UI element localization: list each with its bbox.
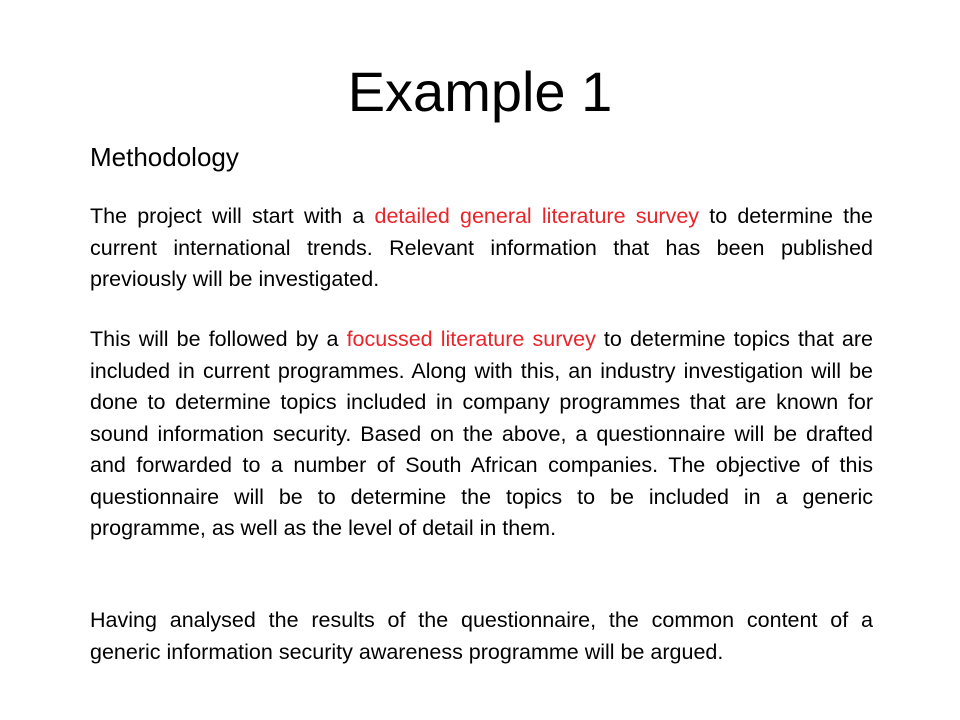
paragraph-text: The project will start with a (90, 204, 375, 228)
slide-subtitle: Methodology (90, 142, 239, 172)
paragraph-literature-survey (90, 201, 873, 296)
highlighted-phrase: focussed literature survey (346, 327, 596, 351)
highlighted-phrase: detailed general literature survey (374, 204, 700, 228)
paragraph-text: to determine the current international trends. Relevant information that has been published previously will be investigated. (90, 204, 873, 291)
paragraph-conclusion: Having analysed the results of the questionnaire, the common content of a generic information security awareness programme will be argued. (90, 608, 873, 664)
slide-title: Example 1 (347, 60, 613, 123)
paragraph-text: This will be followed by a (90, 327, 347, 351)
paragraph-text: to determine topics that are included in current programmes. Along with this, an industry investigation will be done to determine topics included in company programmes that are known for sound information security. Based on the above, a questionnaire will be drafted and forwarded to a number of South African companies. The objective of this questionnaire will be to determine the topics to be included in a generic programme, as well as the level of detail in them. (90, 327, 873, 540)
paragraph-focussed-survey (90, 324, 873, 545)
